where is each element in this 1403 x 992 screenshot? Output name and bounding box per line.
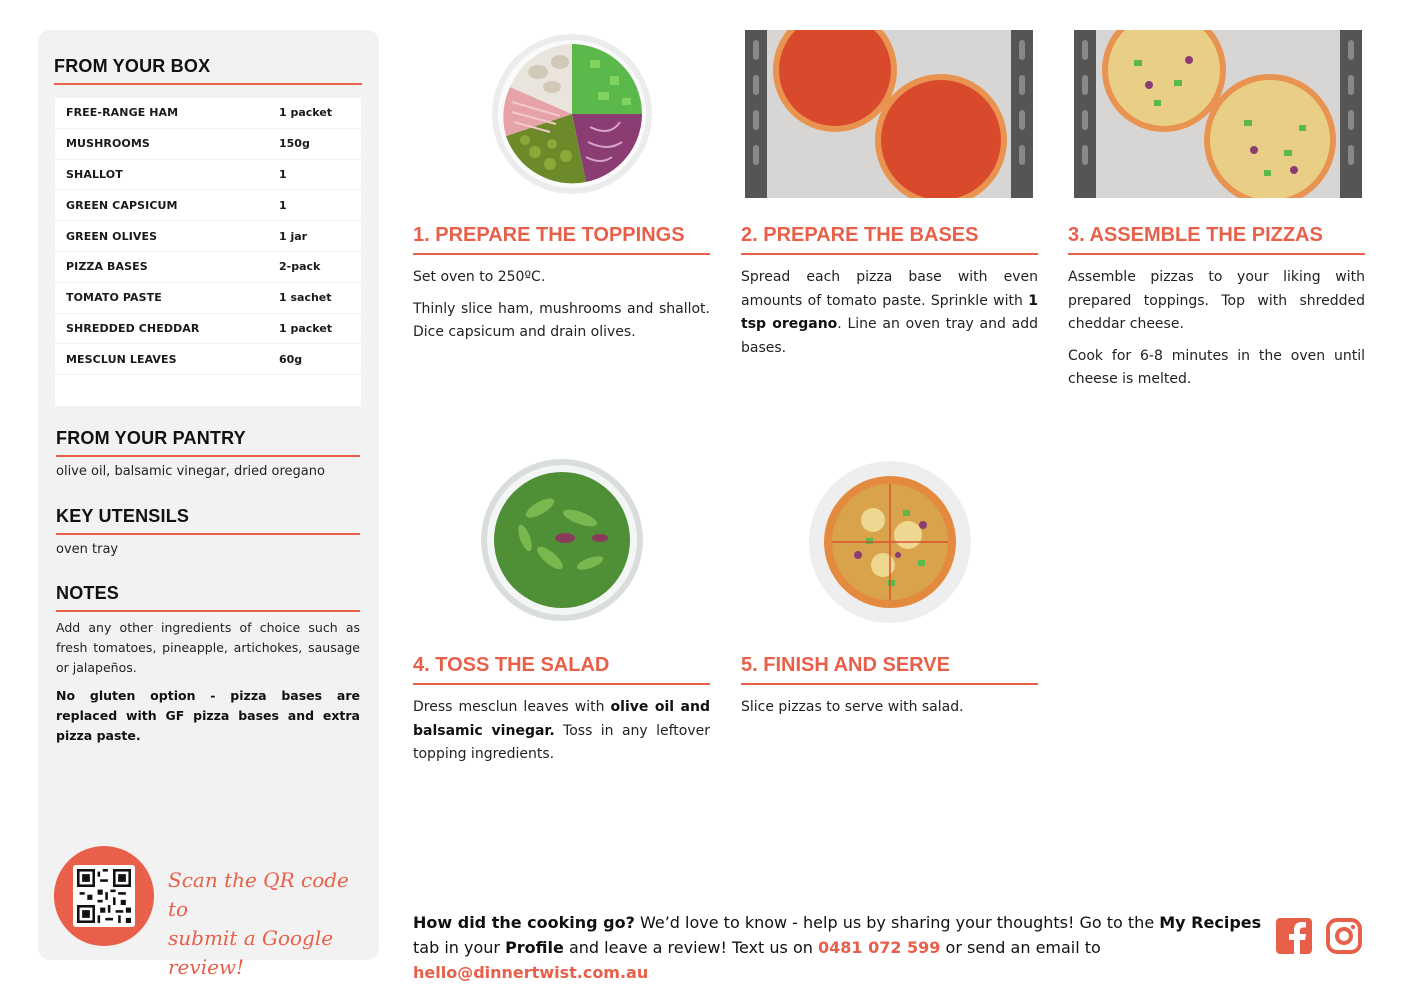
step-3-p1: Assemble pizzas to your liking with prepared toppings. Top with shredded cheddar cheese. — [1068, 269, 1365, 332]
ingredient-name: GREEN CAPSICUM — [66, 198, 178, 212]
ingredient-qty: 1 — [279, 167, 287, 181]
step-5-title: 5. FINISH AND SERVE — [741, 654, 1038, 685]
step-4-text-a: Dress mesclun leaves with — [413, 699, 611, 715]
step-5-body — [741, 696, 1038, 728]
ingredient-name: GREEN OLIVES — [66, 229, 158, 243]
ingredient-row — [55, 190, 361, 221]
step-3-body — [1068, 266, 1365, 400]
step-2-title: 2. PREPARE THE BASES — [741, 224, 1038, 255]
no-gluten-note: No gluten option - pizza bases are replaced with GF pizza bases and extra pizza paste. — [56, 688, 360, 743]
ingredient-row — [55, 252, 361, 283]
notes-heading: NOTES — [56, 583, 360, 612]
pizza-plate-image — [808, 460, 972, 624]
step-1-p2: Thinly slice ham, mushrooms and shallot. Dice capsicum and drain olives. — [413, 300, 710, 340]
ingredient-qty: 1 sachet — [279, 291, 332, 305]
footer-text-4: or send an email to — [940, 938, 1101, 957]
key-utensils-heading: KEY UTENSILS — [56, 506, 360, 535]
notes-text: Add any other ingredients of choice such as fresh tomatoes, pineapple, artichokes, sausage or jalapeños. — [56, 620, 360, 675]
step-2-body — [741, 266, 1038, 368]
phone-link[interactable]: 0481 072 599 — [817, 938, 941, 957]
step-1-body — [413, 266, 710, 353]
step-5-p1: Slice pizzas to serve with salad. — [741, 699, 964, 715]
ingredient-qty: 150g — [279, 137, 310, 151]
ingredients-table — [55, 98, 361, 406]
step-4-p1 — [413, 696, 710, 767]
step-1-title: 1. PREPARE THE TOPPINGS — [413, 224, 710, 255]
email-link[interactable]: hello@dinnertwist.com.au — [413, 963, 649, 982]
step-1-p1: Set oven to 250ºC. — [413, 269, 546, 285]
qr-review-text — [168, 866, 368, 982]
ingredient-name: SHALLOT — [66, 167, 123, 181]
step-4-text-c: Toss in any leftover topping ingredients. — [413, 722, 710, 762]
ingredient-qty: 2-pack — [279, 260, 321, 274]
qr-text-line1: Scan the QR code to — [168, 868, 349, 921]
ingredient-row — [55, 98, 361, 129]
from-your-pantry-heading: FROM YOUR PANTRY — [56, 428, 360, 457]
ingredient-qty: 1 jar — [279, 229, 308, 243]
from-your-box-heading: FROM YOUR BOX — [54, 56, 362, 85]
footer-question: How did the cooking go? — [413, 913, 635, 932]
qr-code-icon[interactable] — [73, 865, 135, 927]
facebook-icon[interactable] — [1276, 918, 1312, 954]
footer-text-1: We’d love to know - help us by sharing your thoughts! Go to the — [634, 913, 1160, 932]
salad-bowl-image — [480, 458, 644, 622]
ingredient-name: MESCLUN LEAVES — [66, 352, 177, 366]
utensils-text: oven tray — [56, 542, 119, 557]
step-2-text-c: . Line an oven tray and add bases. — [741, 316, 1038, 356]
step-4-title: 4. TOSS THE SALAD — [413, 654, 710, 685]
ingredient-name: PIZZA BASES — [66, 260, 148, 274]
step-3-title: 3. ASSEMBLE THE PIZZAS — [1068, 224, 1365, 255]
step-4-body — [413, 696, 710, 775]
step-2-p1 — [741, 266, 1038, 360]
ingredient-row — [55, 221, 361, 252]
footer-profile: Profile — [505, 938, 564, 957]
ingredient-row — [55, 283, 361, 314]
toppings-bowl-image — [490, 32, 654, 196]
footer-my-recipes: My Recipes — [1159, 913, 1262, 932]
ingredient-name: SHREDDED CHEDDAR — [66, 321, 200, 335]
ingredient-row — [55, 160, 361, 191]
footer-text-2: tab in your — [413, 938, 506, 957]
ingredient-row — [55, 314, 361, 345]
step-3-p2: Cook for 6-8 minutes in the oven until cheese is melted. — [1068, 347, 1365, 387]
step-2-oregano: 1 tsp oregano — [741, 292, 1038, 332]
review-footer — [413, 910, 1263, 985]
sidebar — [38, 30, 379, 979]
ingredient-qty: 1 packet — [279, 106, 333, 120]
ingredient-name: MUSHROOMS — [66, 137, 150, 151]
pantry-text: olive oil, balsamic vinegar, dried oregano — [56, 464, 325, 479]
qr-badge[interactable] — [54, 846, 154, 946]
ingredient-qty: 60g — [279, 352, 303, 366]
step-2-text-a: Spread each pizza base with even amounts of tomato paste. Sprinkle with — [741, 269, 1038, 309]
ingredient-row — [55, 344, 361, 375]
assembled-pizzas-image — [1074, 30, 1362, 198]
footer-text-3: and leave a review! Text us on — [563, 938, 818, 957]
ingredient-name: FREE-RANGE HAM — [66, 106, 179, 120]
step-4-dressing: olive oil and balsamic vinegar. — [413, 699, 710, 739]
ingredient-row — [55, 129, 361, 160]
pizza-bases-tray-image — [745, 30, 1033, 198]
qr-text-line2: submit a Google review! — [168, 926, 334, 979]
ingredient-qty: 1 — [279, 198, 287, 212]
instagram-icon[interactable] — [1326, 918, 1362, 954]
ingredient-name: TOMATO PASTE — [66, 291, 162, 305]
ingredient-qty: 1 packet — [279, 321, 333, 335]
